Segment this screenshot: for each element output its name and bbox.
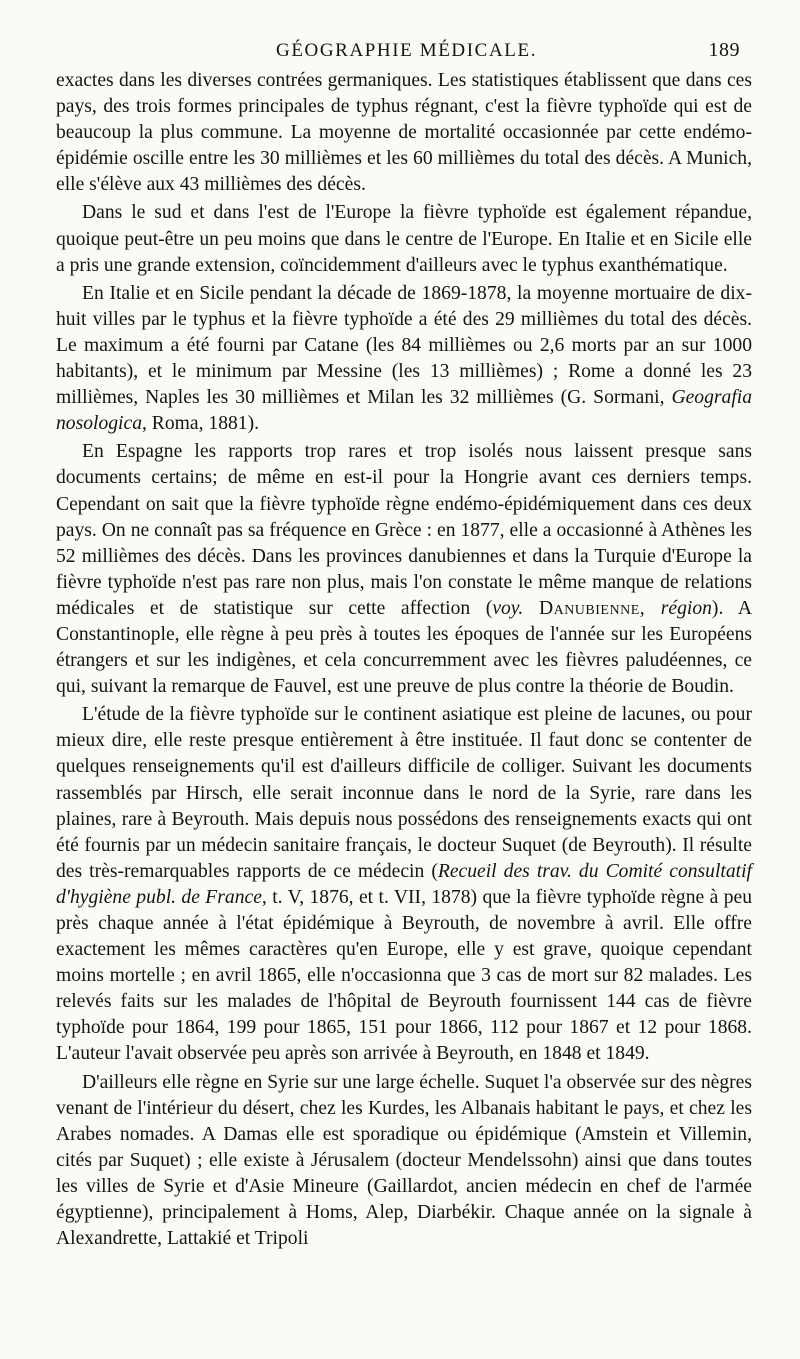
body-text	[56, 68, 752, 1252]
small-caps-reference: Danubienne,	[538, 597, 646, 619]
paragraph-text: , t. V, 1876, et t. VII, 1878) que la fièvre typhoïde règne à peu près chaque année à l'état épidémique à Beyrouth, de novembre à avril. Elle offre exactement les mêmes caractères qu'en Europe, elle y est grave, quoique cependant moins mortelle ; en avril 1865, elle n'occasionna que 3 cas de mort sur 82 malades. Les relevés faits sur les malades de l'hôpital de Beyrouth fournissent 144 cas de fièvre typhoïde pour 1864, 199 pour 1865, 151 pour 1866, 112 pour 1867 et 12 pour 1868. L'auteur l'avait observée peu après son arrivée à Beyrouth, en 1848 et 1849.	[56, 886, 752, 1065]
paragraph	[56, 439, 752, 700]
running-header	[56, 0, 752, 62]
italic-citation: Recueil des trav. du Comité consultatif d'hygiène publ. de France	[56, 860, 752, 908]
paragraph	[56, 68, 752, 198]
paragraph-text: exactes dans les diverses contrées germaniques. Les statistiques établissent que dans ces pays, des trois formes principales de typhus régnant, c'est la fièvre typhoïde qui est de beaucoup la plus commune. La moyenne de mortalité occasionnée par cette endémo-épidémie oscille entre les 30 millièmes et les 60 millièmes du total des décès. A Munich, elle s'élève aux 43 millièmes des décès.	[56, 70, 752, 196]
page-number: 189	[708, 39, 740, 61]
paragraph	[56, 200, 752, 278]
italic-citation: Geografia nosologica	[56, 387, 752, 435]
paragraph-text: , Roma, 1881).	[142, 413, 260, 435]
paragraph	[56, 281, 752, 438]
paragraph-text: D'ailleurs elle règne en Syrie sur une large échelle. Suquet l'a observée sur des nègres venant de l'intérieur du désert, chez les Kurdes, les Albanais habitant le pays, et chez les Arabes nomades. A Damas elle est sporadique ou épidémique (Amstein et Villemin, cités par Suquet) ; elle existe à Jérusalem (docteur Mendelssohn) ainsi que dans toutes les villes de Syrie et d'Asie Mineure (Gaillardot, ancien médecin en chef de l'armée égyptienne), principalement à Homs, Alep, Diarbékir. Chaque année on la signale à Alexandrette, Lattakié et Tripoli	[56, 1071, 752, 1250]
paragraph	[56, 1070, 752, 1253]
paragraph	[56, 702, 752, 1067]
paragraph-text: ). A Constantinople, elle règne à peu près à toutes les époques de l'année sur les Européens étrangers et sur les indigènes, et cela concurremment avec les fièvres paludéennes, ce qui, suivant la remarque de Fauvel, est une preuve de plus contre la théorie de Boudin.	[56, 597, 753, 698]
paragraph-text: Dans le sud et dans l'est de l'Europe la fièvre typhoïde est également répandue, quoique peut-être un peu moins que dans le centre de l'Europe. En Italie et en Sicile elle a pris une grande extension, coïncidemment d'ailleurs avec le typhus exanthématique.	[56, 202, 752, 276]
italic-voy: voy.	[492, 597, 524, 619]
italic-region: région	[660, 597, 712, 619]
paragraph-text: En Italie et en Sicile pendant la décade de 1869-1878, la moyenne mortuaire de dix-huit villes par le typhus et la fièvre typhoïde a été des 29 millièmes du total des décès. Le maximum a été fourni par Catane (les 84 millièmes ou 2,6 morts par an sur 1000 habitants), et le minimum par Messine (les 13 millièmes) ; Rome a donné les 23 millièmes, Naples les 30 millièmes et Milan les 32 millièmes (G. Sormani,	[56, 282, 752, 409]
paragraph-text: L'étude de la fièvre typhoïde sur le continent asiatique est pleine de lacunes, ou pour mieux dire, elle reste presque entièrement à être instituée. Il faut donc se contenter de quelques renseignements qu'il est d'ailleurs difficile de colliger. Suivant les documents rassemblés par Hirsch, elle serait inconnue dans le nord de la Syrie, rare dans les plaines, rare à Beyrouth. Mais depuis nous possédons des renseignements exacts qui ont été fournis par un médecin sanitaire français, le docteur Suquet (de Beyrouth). Il résulte des très-remarquables rapports de ce médecin (	[56, 704, 752, 882]
paragraph-text: En Espagne les rapports trop rares et trop isolés nous laissent presque sans documents certains; de même en est-il pour la Hongrie avant ces derniers temps. Cependant on sait que la fièvre typhoïde règne endémo-épidémiquement dans ces deux pays. On ne connaît pas sa fréquence en Grèce : en 1877, elle a occasionné à Athènes les 52 millièmes des décès. Dans les provinces danubiennes et dans la Turquie d'Europe la fièvre typhoïde n'est pas rare non plus, mais l'on constate le même manque de relations médicales et de statistique sur cette affection (	[56, 441, 752, 619]
running-title: GÉOGRAPHIE MÉDICALE.	[276, 40, 538, 61]
